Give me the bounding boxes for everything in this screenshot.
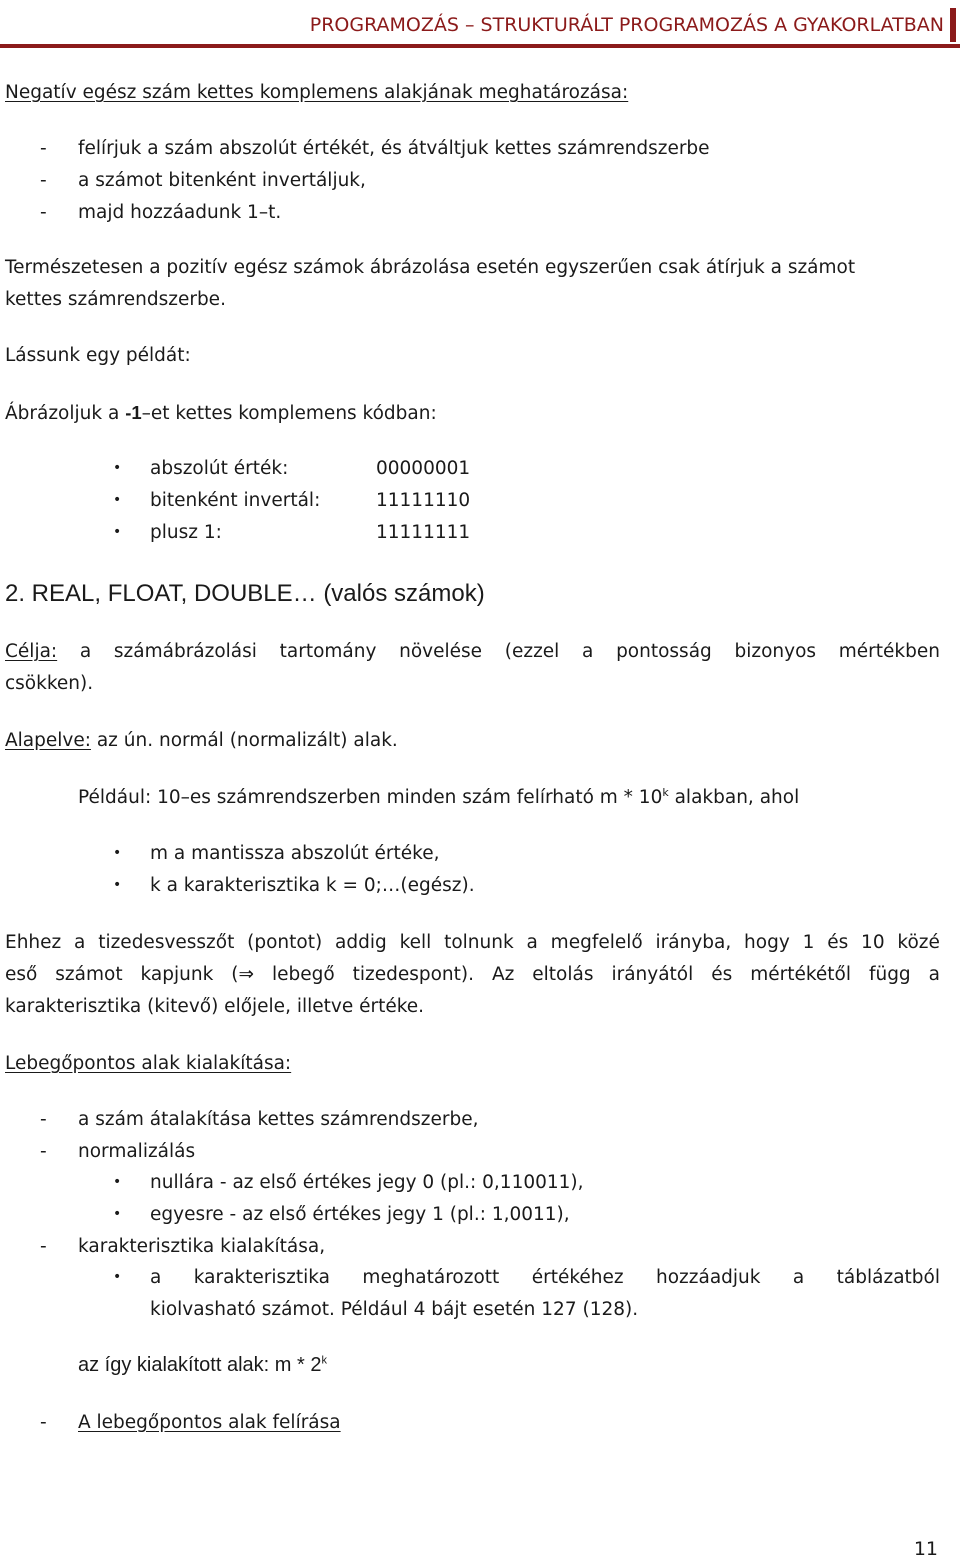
word: közé [897, 932, 940, 953]
dash-marker: - [40, 1141, 47, 1162]
dash-marker: - [40, 170, 47, 191]
pelda-post: alakban, ahol [668, 787, 800, 808]
word: számot [55, 964, 123, 985]
word: a [150, 1267, 162, 1288]
bullet-icon: • [113, 877, 122, 893]
word: lebegő [271, 964, 335, 985]
pelda-exponent: k [662, 785, 669, 799]
word: irányba, [655, 932, 732, 953]
example-row-value: 00000001 [376, 458, 471, 479]
neg-step-2: a számot bitenként invertáljuk, [78, 170, 366, 191]
word: eső [5, 964, 38, 985]
word: tartomány [279, 641, 377, 662]
para1-line2: kettes számrendszerbe. [5, 289, 226, 310]
neg-step-3: majd hozzáadunk 1–t. [78, 202, 282, 223]
word: növelése [399, 641, 483, 662]
page-number: 11 [913, 1538, 938, 1560]
pelda-item: k a karakterisztika k = 0;…(egész). [150, 875, 475, 896]
para1-line1: Természetesen a pozitív egész számok ábrázolása esetén egyszerűen csak átírjuk a számot [5, 257, 856, 278]
word: pontosság [616, 641, 712, 662]
lebego-result-exponent: k [321, 1354, 327, 1367]
word: tizedespont). [352, 964, 474, 985]
pelda-item: m a mantissza abszolút értéke, [150, 843, 440, 864]
celja-label: Célja: [5, 641, 58, 662]
word: megfelelő [550, 932, 643, 953]
lebego-step-2: normalizálás [78, 1141, 196, 1162]
bullet-icon: • [113, 1174, 122, 1190]
bullet-icon: • [113, 460, 122, 476]
dash-marker: - [40, 202, 47, 223]
bullet-icon: • [113, 845, 122, 861]
celja-line1 [5, 641, 940, 662]
word: a [928, 964, 940, 985]
lebego-sub3-line1 [150, 1267, 940, 1288]
word: (pontot) [247, 932, 323, 953]
word: meghatározott [362, 1267, 500, 1288]
lebego-step-3: karakterisztika kialakítása, [78, 1236, 326, 1257]
dash-marker: - [40, 1236, 47, 1257]
word: hogy [744, 932, 790, 953]
word: (ezzel [504, 641, 560, 662]
ehhez-line3: karakterisztika (kitevő) előjele, illetve értéke. [5, 996, 425, 1017]
word: függ [868, 964, 911, 985]
example-row-value: 11111110 [376, 490, 471, 511]
pelda-pre: Például: 10–es számrendszerben minden szám felírható m * 10 [78, 787, 663, 808]
example-row-value: 11111111 [376, 522, 471, 543]
word: eltolás [532, 964, 594, 985]
example-statement [5, 402, 437, 424]
word: kell [399, 932, 432, 953]
pelda-line [78, 787, 799, 808]
word: 1 [802, 932, 815, 953]
word: számábrázolási [113, 641, 257, 662]
alapelve-line [5, 730, 398, 751]
running-header: PROGRAMOZÁS – STRUKTURÁLT PROGRAMOZÁS A GYAKORLATBAN [309, 14, 944, 36]
example-statement-pre: Ábrázoljuk a [5, 403, 126, 424]
bullet-icon: • [113, 1206, 122, 1222]
word: Ehhez [5, 932, 62, 953]
word: mértékben [838, 641, 940, 662]
lebego-heading: Lebegőpontos alak kialakítása: [5, 1053, 292, 1074]
celja-line2: csökken). [5, 673, 94, 694]
word: 10 [861, 932, 885, 953]
word: tolnunk [444, 932, 514, 953]
word: értékéhez [531, 1267, 624, 1288]
ehhez-line2 [5, 964, 940, 985]
word: tizedesvesszőt [98, 932, 235, 953]
word: kapjunk [140, 964, 214, 985]
word: bizonyos [734, 641, 817, 662]
lebego-result [78, 1354, 327, 1377]
word: és [711, 964, 733, 985]
lebego-sub-item: egyesre - az első értékes jegy 1 (pl.: 1,0011), [150, 1204, 570, 1225]
bullet-icon: • [113, 1269, 122, 1285]
bullet-icon: • [113, 492, 122, 508]
example-row-label: bitenként invertál: [150, 490, 321, 511]
word: a [74, 932, 86, 953]
lebego-step-4: A lebegőpontos alak felírása [78, 1412, 341, 1433]
ehhez-line1 [5, 932, 940, 953]
alapelve-text: az ún. normál (normalizált) alak. [90, 730, 398, 751]
bullet-icon: • [113, 524, 122, 540]
lebego-sub-item: nullára - az első értékes jegy 0 (pl.: 0,110011), [150, 1172, 584, 1193]
dash-marker: - [40, 138, 47, 159]
header-rule [0, 44, 960, 48]
neg-heading: Negatív egész szám kettes komplemens alakjának meghatározása: [5, 82, 629, 103]
example-statement-post: –et kettes komplemens kódban: [141, 403, 437, 424]
dash-marker: - [40, 1109, 47, 1130]
word: a [582, 641, 594, 662]
section-heading: 2. REAL, FLOAT, DOUBLE… (valós számok) [5, 580, 485, 607]
word: Az [491, 964, 515, 985]
lebego-step-1: a szám átalakítása kettes számrendszerbe, [78, 1109, 479, 1130]
example-row-label: plusz 1: [150, 522, 222, 543]
word: a [792, 1267, 805, 1288]
word: irányától [611, 964, 694, 985]
header-accent-bar [950, 8, 956, 42]
alapelve-label: Alapelve: [5, 730, 91, 751]
example-intro: Lássunk egy példát: [5, 345, 191, 366]
word: hozzáadjuk [656, 1267, 761, 1288]
neg-step-1: felírjuk a szám abszolút értékét, és átváltjuk kettes számrendszerbe [78, 138, 710, 159]
lebego-sub3-line2: kiolvasható számot. Például 4 bájt esetén 127 (128). [150, 1299, 639, 1320]
word: (⇒ [231, 964, 254, 985]
lebego-result-text: az így kialakított alak: m * 2 [78, 1354, 322, 1376]
word: a [79, 641, 92, 662]
example-row-label: abszolút érték: [150, 458, 289, 479]
word: addig [335, 932, 387, 953]
word: karakterisztika [193, 1267, 330, 1288]
word: táblázatból [836, 1267, 940, 1288]
word: mértékétől [750, 964, 851, 985]
word: és [827, 932, 849, 953]
word: a [526, 932, 538, 953]
dash-marker: - [40, 1412, 47, 1433]
example-number: -1 [125, 402, 142, 423]
